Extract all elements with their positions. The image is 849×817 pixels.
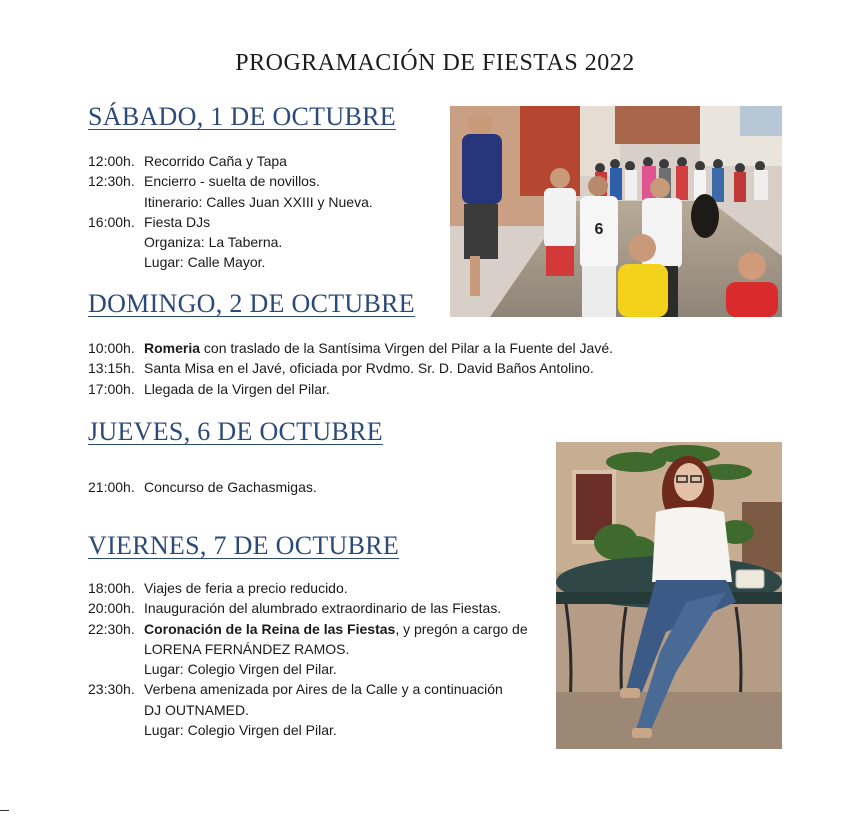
event-time: 16:00h.	[88, 213, 135, 230]
event-row	[88, 192, 373, 212]
event-time	[88, 252, 144, 272]
event-time: 23:30h.	[88, 681, 135, 698]
event-row	[88, 232, 373, 252]
event-text: Fiesta DJs	[144, 213, 211, 230]
event-text: Verbena amenizada por Aires de la Calle y a continuación	[144, 681, 503, 698]
event-time: 20:00h.	[88, 600, 135, 617]
event-row	[88, 598, 528, 618]
event-row	[88, 151, 373, 171]
day-heading-sabado: SÁBADO, 1 DE OCTUBRE	[88, 102, 396, 131]
day-heading-jueves: JUEVES, 6 DE OCTUBRE	[88, 417, 383, 446]
event-text-rest: con traslado de la Santísima Virgen del Pilar a la Fuente del Javé.	[200, 340, 614, 356]
event-row	[88, 477, 317, 497]
event-text: Santa Misa en el Javé, oficiada por Rvdmo. Sr. D. David Baños Antolino.	[144, 360, 594, 377]
event-row	[88, 700, 528, 720]
event-text: Llegada de la Virgen del Pilar.	[144, 380, 330, 397]
event-time	[88, 700, 144, 720]
event-text-bold: Romeria	[144, 340, 201, 356]
schedule-viernes	[88, 578, 528, 740]
event-time: 18:00h.	[88, 580, 135, 596]
event-time: 17:00h.	[88, 380, 135, 397]
event-row	[88, 171, 373, 191]
event-time: 12:30h.	[88, 173, 135, 190]
event-row	[88, 639, 528, 659]
event-time: 13:15h.	[88, 360, 135, 377]
event-row	[88, 679, 528, 699]
encierro-photo	[450, 106, 782, 317]
event-text: Lugar: Colegio Virgen del Pilar.	[144, 661, 337, 678]
event-time	[88, 232, 144, 252]
event-row	[88, 358, 613, 378]
event-row	[88, 252, 373, 272]
event-text: Recorrido Caña y Tapa	[144, 153, 287, 169]
event-text: DJ OUTNAMED.	[144, 701, 249, 718]
event-text: Viajes de feria a precio reducido.	[144, 580, 348, 596]
event-text	[144, 619, 528, 639]
event-text: Lugar: Calle Mayor.	[144, 254, 266, 271]
event-row	[88, 379, 613, 399]
schedule-sabado	[88, 151, 373, 273]
page-edge-mark	[0, 810, 9, 811]
event-text: Concurso de Gachasmigas.	[144, 479, 317, 495]
event-text: Itinerario: Calles Juan XXIII y Nueva.	[144, 193, 373, 210]
event-time: 22:30h.	[88, 620, 135, 637]
event-time	[88, 720, 144, 740]
day-heading-viernes: VIERNES, 7 DE OCTUBRE	[88, 531, 400, 560]
event-text: Organiza: La Taberna.	[144, 234, 283, 251]
event-text: Inauguración del alumbrado extraordinario de las Fiestas.	[144, 600, 502, 617]
event-text-bold: Coronación de la Reina de las Fiestas	[144, 620, 396, 637]
event-text: LORENA FERNÁNDEZ RAMOS.	[144, 640, 350, 657]
event-time	[88, 192, 144, 212]
event-time: 10:00h.	[88, 340, 135, 356]
event-time	[88, 639, 144, 659]
schedule-domingo	[88, 338, 613, 399]
event-row	[88, 578, 528, 598]
event-row	[88, 338, 613, 358]
event-time	[88, 659, 144, 679]
event-time: 12:00h.	[88, 153, 135, 169]
encierro-photo-illustration	[450, 106, 782, 317]
event-text: Lugar: Colegio Virgen del Pilar.	[144, 722, 337, 739]
page-title: PROGRAMACIÓN DE FIESTAS 2022	[235, 50, 635, 76]
schedule-jueves	[88, 477, 317, 497]
portrait-photo	[556, 442, 782, 749]
event-row	[88, 212, 373, 232]
event-text-rest: , y pregón a cargo de	[395, 620, 528, 637]
event-text: Encierro - suelta de novillos.	[144, 173, 320, 190]
event-row	[88, 720, 528, 740]
event-text	[144, 338, 613, 358]
event-row	[88, 619, 528, 639]
day-heading-domingo: DOMINGO, 2 DE OCTUBRE	[88, 289, 415, 318]
svg-text:6: 6	[594, 221, 604, 238]
event-row	[88, 659, 528, 679]
portrait-photo-illustration	[556, 442, 782, 749]
event-time: 21:00h.	[88, 479, 135, 495]
